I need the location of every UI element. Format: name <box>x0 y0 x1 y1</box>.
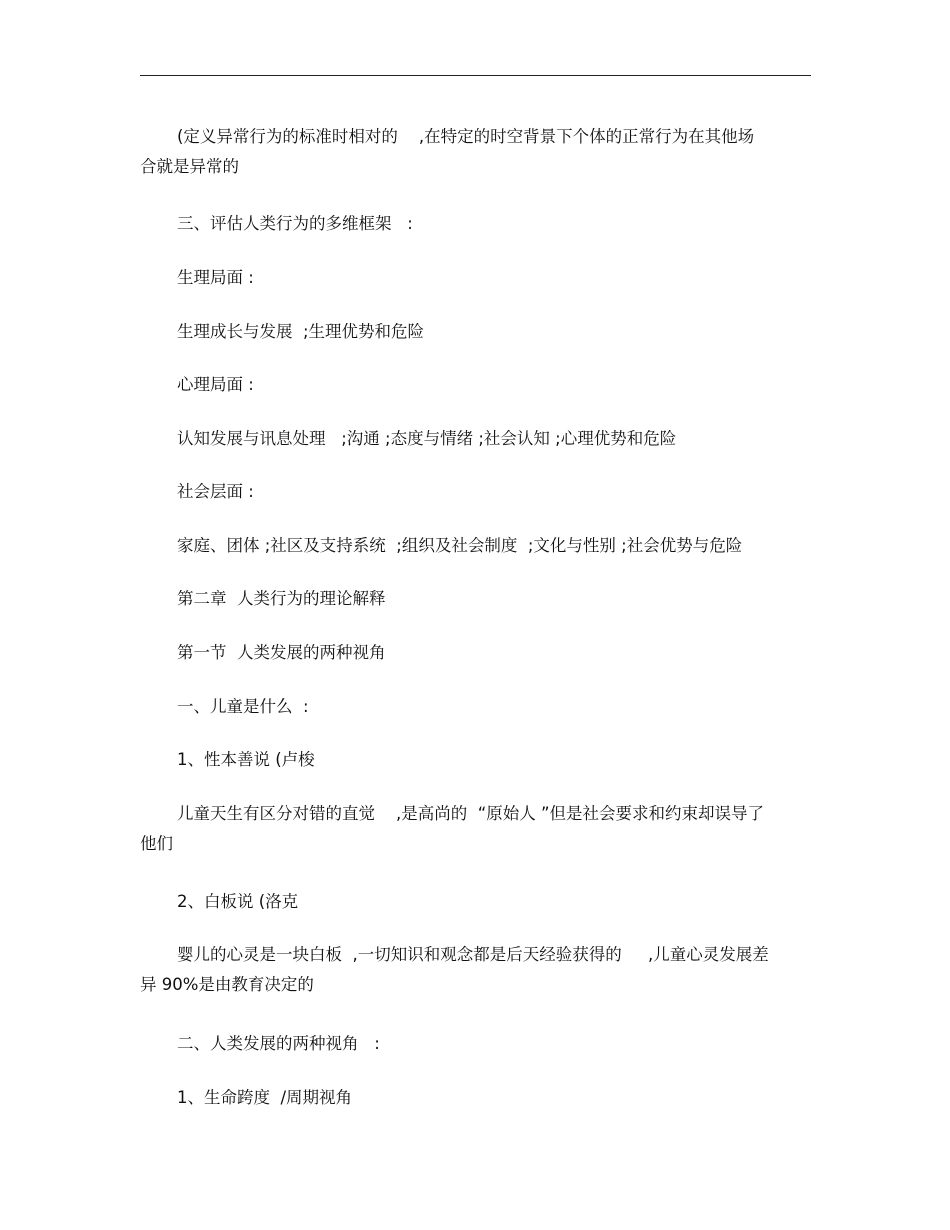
text-line: 1、性本善说 (卢梭 <box>177 750 315 769</box>
heading-social-aspect <box>140 477 800 507</box>
text-line: 1、生命跨度 /周期视角 <box>177 1088 353 1107</box>
text-line: 心理局面 : <box>177 375 254 394</box>
text-line: 生理成长与发展 ;生理优势和危险 <box>177 322 425 341</box>
text-line: 合就是异常的 <box>140 157 239 176</box>
text-line: 第一节 人类发展的两种视角 <box>177 643 386 662</box>
text-line: 家庭、团体 ;社区及支持系统 ;组织及社会制度 ;文化与性别 ;社会优势与危险 <box>177 536 743 555</box>
heading-two-perspectives <box>140 1029 800 1059</box>
text-line: 儿童天生有区分对错的直觉 ,是高尚的 “原始人 ”但是社会要求和约束却误导了 <box>177 804 765 823</box>
heading-tabula-rasa <box>140 887 800 917</box>
text-line: 异 90%是由教育决定的 <box>140 975 314 994</box>
text-line: 2、白板说 (洛克 <box>177 892 299 911</box>
paragraph-biological-items <box>140 317 800 347</box>
heading-life-span-perspective <box>140 1083 800 1113</box>
text-line: 认知发展与讯息处理 ;沟通 ;态度与情绪 ;社会认知 ;心理优势和危险 <box>177 429 677 448</box>
heading-section-one <box>140 638 800 668</box>
text-line: 生理局面 : <box>177 268 254 287</box>
paragraph-tabula-rasa <box>140 940 800 1000</box>
heading-psychological-aspect <box>140 370 800 400</box>
paragraph-social-items <box>140 531 800 561</box>
heading-chapter-two <box>140 584 800 614</box>
text-line: (定义异常行为的标准时相对的 ,在特定的时空背景下个体的正常行为在其他场 <box>177 127 755 146</box>
paragraph-psychological-items <box>140 424 800 454</box>
heading-what-is-child <box>140 692 800 722</box>
heading-innate-goodness <box>140 745 800 775</box>
paragraph-innate-goodness <box>140 799 800 859</box>
heading-multidimensional-framework <box>140 209 800 239</box>
text-line: 二、人类发展的两种视角 : <box>177 1034 380 1053</box>
text-line: 他们 <box>140 834 173 853</box>
heading-biological-aspect <box>140 263 800 293</box>
text-line: 第二章 人类行为的理论解释 <box>177 589 386 608</box>
header-rule <box>140 75 811 76</box>
text-line: 一、儿童是什么 : <box>177 697 309 716</box>
text-line: 三、评估人类行为的多维框架 : <box>177 214 413 233</box>
paragraph-abnormal-definition <box>140 122 800 182</box>
text-line: 婴儿的心灵是一块白板 ,一切知识和观念都是后天经验获得的 ,儿童心灵发展差 <box>177 945 769 964</box>
text-line: 社会层面 : <box>177 482 254 501</box>
